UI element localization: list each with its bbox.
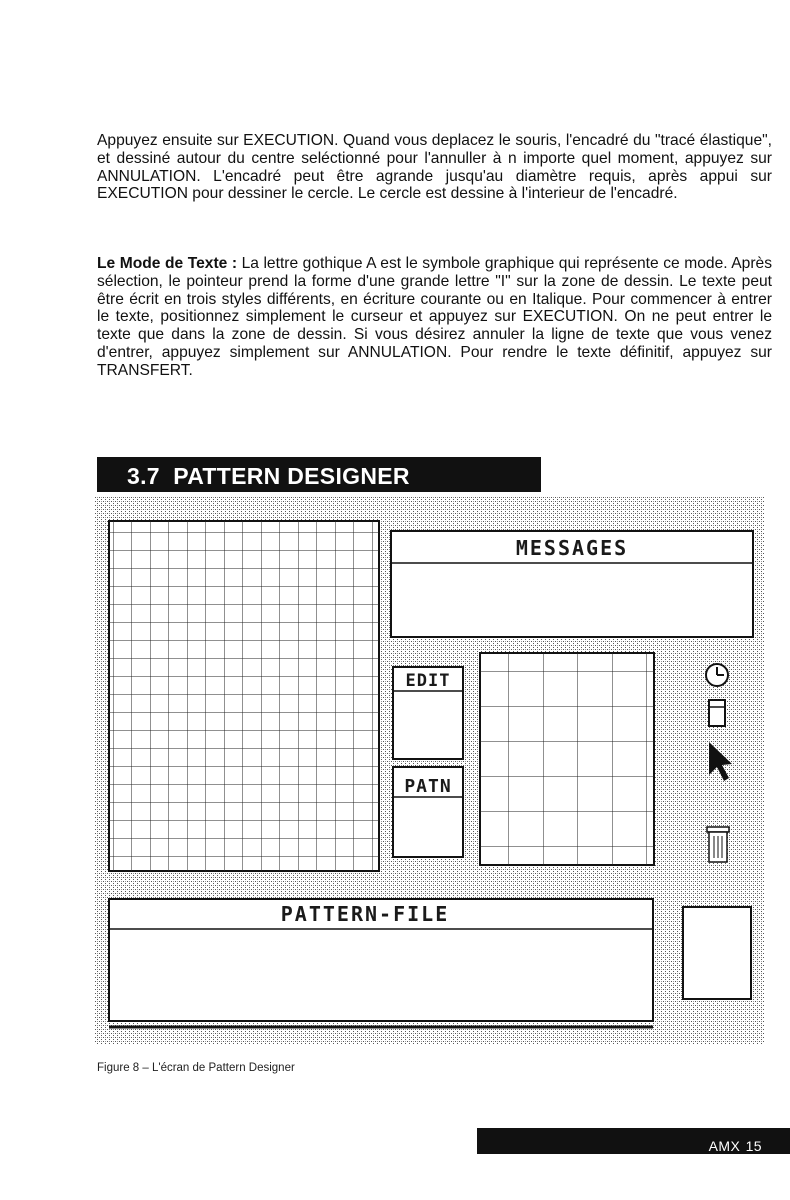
pattern-file-panel[interactable] bbox=[109, 899, 653, 1021]
paragraph-text: Appuyez ensuite sur EXECUTION. Quand vous deplacez le souris, l'encadré du "tracé élastique", et dessiné autour du centre seléctionné pour l'annuller à n importe quel moment, appuyez sur ANNULATION. L'encadré peut être agrande jusqu'au diamètre requis, après appui sur EXECUTION pour dessiner le cercle. Le cercle est dessine à l'interieur de l'encadré. bbox=[97, 132, 772, 203]
edit-label: EDIT bbox=[405, 671, 451, 691]
page-number: 15 bbox=[745, 1138, 762, 1154]
paragraph-text: La lettre gothique A est le symbole graphique qui représente ce mode. Après sélection, le pointeur prend la forme d'une grande lettre "I" sur la zone de dessin. Le texte peut être écrit en trois styles différents, en écriture courante ou en Italique. Pour commencer à entrer le texte, positionnez simplement le curseur et appuyez sur EXECUTION. On ne peut entrer le texte que dans la zone de dessin. Si vous désirez annuler la ligne de texte que vous venez d'entrer, appuyez simplement sur ANNULATION. Pour rendre le texte définitif, appuyez sur TRANSFERT. bbox=[97, 255, 772, 379]
figure-caption: Figure 8 – L'écran de Pattern Designer bbox=[97, 1062, 295, 1074]
pattern-preview-grid[interactable] bbox=[480, 653, 654, 865]
messages-panel bbox=[391, 531, 753, 637]
section-name: PATTERN DESIGNER bbox=[173, 463, 410, 489]
section-number: 3.7 bbox=[127, 463, 160, 489]
side-box bbox=[683, 907, 751, 999]
section-heading bbox=[97, 457, 541, 492]
trash-can-icon[interactable] bbox=[707, 827, 729, 862]
patn-panel[interactable] bbox=[393, 767, 463, 857]
patn-label: PATN bbox=[404, 776, 452, 797]
pattern-designer-screenshot bbox=[95, 497, 765, 1045]
edit-panel[interactable] bbox=[393, 667, 463, 759]
footer-title: AMX MOUSE bbox=[708, 1138, 762, 1170]
pencil-icon[interactable] bbox=[709, 700, 725, 726]
clock-icon[interactable] bbox=[706, 664, 728, 686]
paragraph-circle-mode bbox=[97, 132, 772, 203]
page-footer bbox=[477, 1128, 790, 1170]
messages-label: MESSAGES bbox=[515, 536, 629, 560]
section-title bbox=[127, 463, 410, 490]
paragraph-lead: Le Mode de Texte : bbox=[97, 255, 238, 272]
pixel-grid[interactable] bbox=[109, 521, 379, 871]
paragraph-text-mode bbox=[97, 255, 772, 380]
pattern-file-label: PATTERN-FILE bbox=[280, 902, 450, 926]
